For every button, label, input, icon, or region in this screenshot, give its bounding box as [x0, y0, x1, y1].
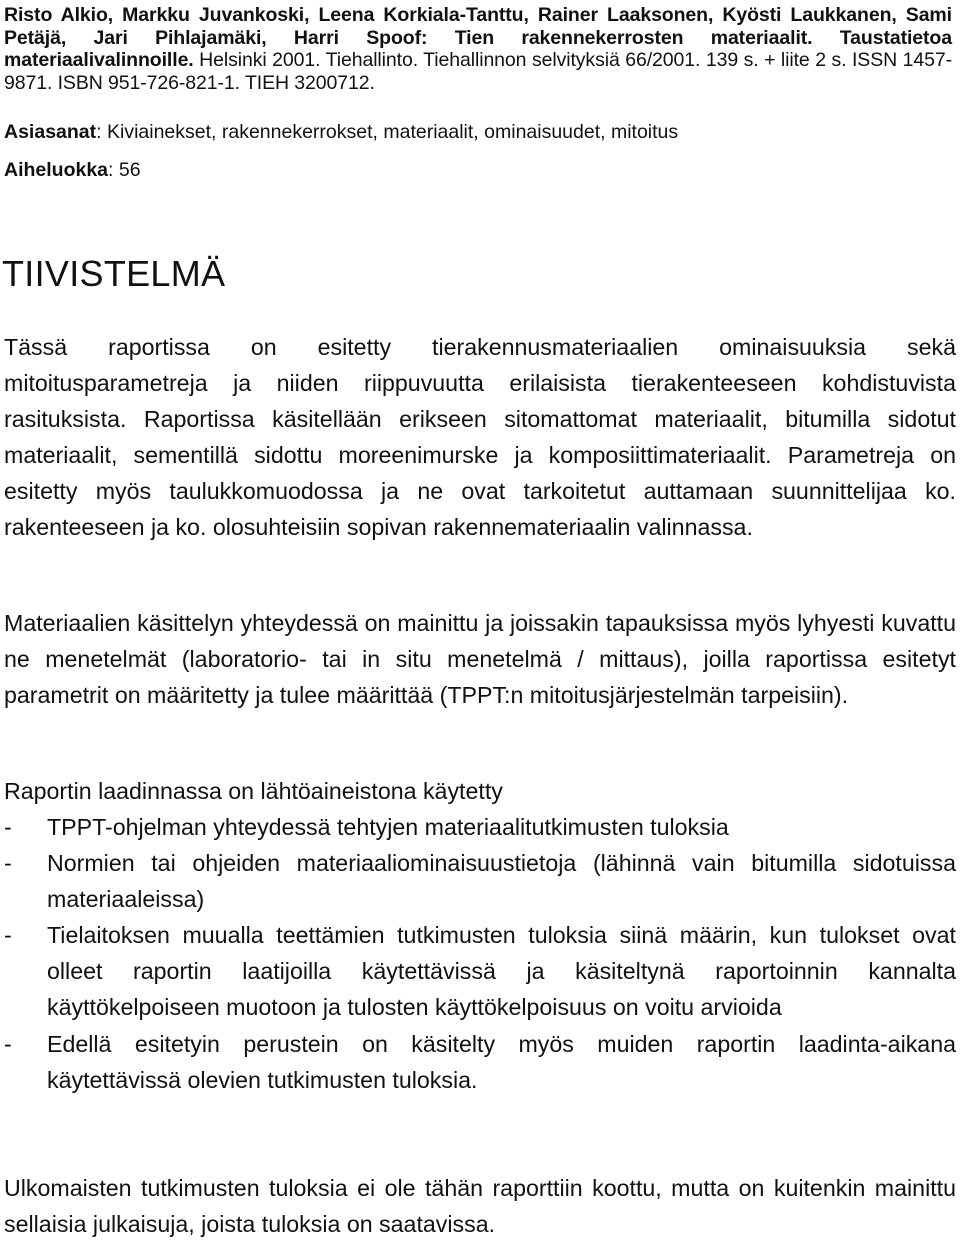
reference-title: Tien rakennekerrosten materiaalit. Taustatietoa materiaalivalinnoille.	[4, 26, 952, 72]
sources-list	[4, 809, 956, 1098]
keywords-label: Asiasanat	[4, 121, 97, 143]
abstract-heading: TIIVISTELMÄ	[2, 253, 226, 294]
sources-intro: Raportin laadinnassa on lähtöaineistona käytetty	[4, 778, 503, 804]
reference-authors: Risto Alkio, Markku Juvankoski, Leena Korkiala-Tanttu, Rainer Laaksonen, Kyösti Laukkanen, Sami Petäjä, Jari Pihlajamäki, Harri Spoof:	[4, 4, 952, 49]
abstract-paragraph-1: Tässä raportissa on esitetty tierakennusmateriaalien ominaisuuksia sekä mitoitusparametreja ja niiden riippuvuutta erilaisista tierakenteeseen kohdistuvista rasituksista. Raportissa käsitellään erikseen sitomattomat materiaalit, bitumilla sidotut materiaalit, sementillä sidottu moreenimurske ja komposiittimateriaalit. Parametreja on esitetty myös taulukkomuodossa ja ne ovat tarkoitetut auttamaan suunnittelijaa ko. rakenteeseen ja ko. olosuhteisiin sopivan rakennemateriaalin valinnassa.	[4, 334, 956, 541]
list-item-text: Normien tai ohjeiden materiaaliominaisuustietoja (lähinnä vain bitumilla sidotuissa materiaaleissa)	[47, 850, 956, 913]
subject-class-value: 56	[113, 159, 141, 181]
abstract-paragraph-2: Materiaalien käsittelyn yhteydessä on mainittu ja joissakin tapauksissa myös lyhyesti kuvattu ne menetelmät (laboratorio- tai in situ menetelmä / mittaus), joilla raportissa esitetyt parametrit on määritetty ja tulee määrittää (TPPT:n mitoitusjärjestelmän tarpeisiin).	[4, 610, 956, 709]
subject-class-label: Aiheluokka	[4, 159, 109, 181]
list-item	[4, 917, 956, 1025]
list-item	[4, 809, 956, 845]
subject-class-separator: :	[108, 159, 114, 181]
bibliographic-reference	[4, 4, 952, 94]
keywords-value: Kiviainekset, rakennekerrokset, materiaalit, ominaisuudet, mitoitus	[101, 121, 679, 143]
reference-publication: Helsinki 2001. Tiehallinto. Tiehallinnon selvityksiä 66/2001. 139 s. + liite 2 s. ISSN 1457-9871. ISBN 951-726-821-1. TIEH 3200712.	[4, 49, 952, 94]
list-item	[4, 1026, 956, 1098]
list-item-text: Edellä esitetyin perustein on käsitelty myös muiden raportin laadinta-aikana käytettävissä olevien tutkimusten tuloksia.	[47, 1030, 956, 1093]
subject-class-line	[4, 158, 141, 182]
list-item	[4, 845, 956, 917]
list-item-text: Tielaitoksen muualla teettämien tutkimusten tuloksia siinä määrin, kun tulokset ovat olleet raportin laatijoilla käytettävissä ja käsiteltynä raportoinnin kannalta käyttökelpoiseen muotoon ja tulosten käyttökelpoisuus on voitu arvioida	[47, 922, 956, 1021]
list-item-text: TPPT-ohjelman yhteydessä tehtyjen materiaalitutkimusten tuloksia	[47, 814, 729, 840]
list-marker: -	[4, 814, 12, 840]
list-marker: -	[4, 850, 12, 877]
keywords-line	[4, 120, 678, 144]
keywords-separator: :	[96, 121, 102, 143]
list-marker: -	[4, 1030, 12, 1057]
list-marker: -	[4, 922, 12, 949]
closing-paragraph: Ulkomaisten tutkimusten tuloksia ei ole tähän raporttiin koottu, mutta on kuitenkin mainittu sellaisia julkaisuja, joista tuloksia on saatavissa.	[4, 1175, 956, 1238]
